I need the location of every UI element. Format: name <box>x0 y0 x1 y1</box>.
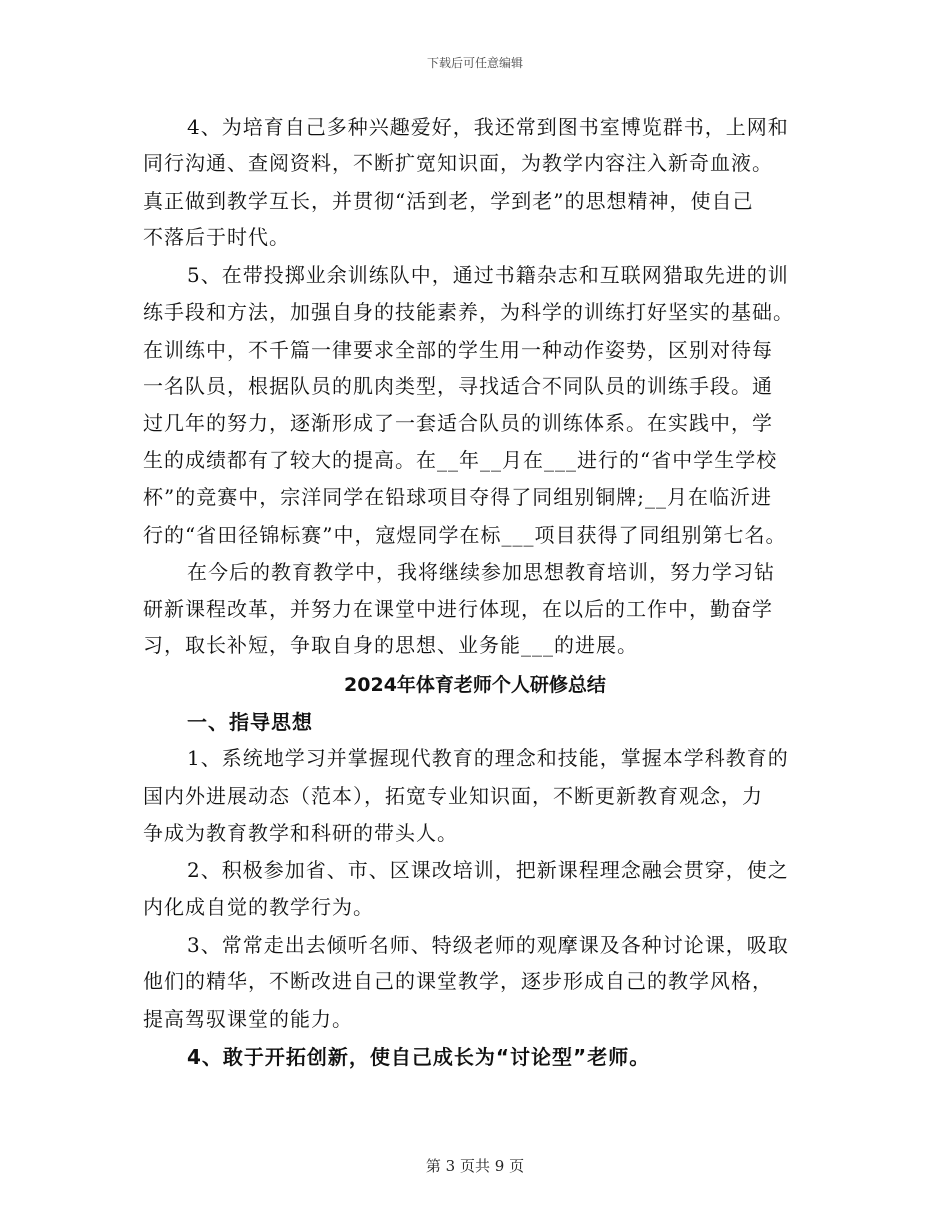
paragraph-line: 生的成绩都有了较大的提高。在__年__月在___进行的“省中学生学校 <box>143 448 778 472</box>
paragraph-line: 3、常常走出去倾听名师、特级老师的观摩课及各种讨论课，吸取 <box>187 933 789 957</box>
paragraph-line: 杯”的竞赛中，宗洋同学在铅球项目夺得了同组别铜牌;__月在临沂进 <box>143 485 772 509</box>
paragraph-line: 4、为培育自己多种兴趣爱好，我还常到图书室博览群书，上网和 <box>187 115 789 139</box>
page-header: 下载后可任意编辑 <box>426 56 523 70</box>
paragraph-line: 练手段和方法，加强自身的技能素养，为科学的训练打好坚实的基础。 <box>143 300 794 324</box>
section-title: 2024年体育老师个人研修总结 <box>344 674 606 696</box>
paragraph-line: 他们的精华，不断改进自己的课堂教学，逐步形成自己的教学风格， <box>143 969 773 993</box>
paragraph-line: 1、系统地学习并掌握现代教育的理念和技能，掌握本学科教育的 <box>187 746 789 770</box>
paragraph-line: 过几年的努力，逐渐形成了一套适合队员的训练体系。在实践中，学 <box>143 411 773 435</box>
paragraph-line: 研新课程改革，并努力在课堂中进行体现，在以后的工作中，勤奋学 <box>143 597 773 621</box>
paragraph-line: 行的“省田径锦标赛”中，寇煜同学在标___项目获得了同组别第七名。 <box>143 523 787 547</box>
paragraph-line: 同行沟通、查阅资料，不断扩宽知识面，为教学内容注入新奇血液。 <box>143 151 773 175</box>
paragraph-line: 在今后的教育教学中，我将继续参加思想教育培训，努力学习钻 <box>187 560 775 584</box>
paragraph-line: 内化成自觉的教学行为。 <box>143 895 374 919</box>
paragraph-line: 习，取长补短，争取自身的思想、业务能___的进展。 <box>143 633 638 657</box>
paragraph-line: 提高驾驭课堂的能力。 <box>143 1007 353 1031</box>
heading-innovation: 4、敢于开拓创新，使自己成长为“讨论型”老师。 <box>187 1045 651 1069</box>
paragraph-line: 不落后于时代。 <box>143 225 290 249</box>
page-footer: 第 3 页共 9 页 <box>425 1157 525 1175</box>
paragraph-line: 真正做到教学互长，并贯彻“活到老，学到老”的思想精神，使自己 <box>143 189 754 213</box>
paragraph-line: 在训练中，不千篇一律要求全部的学生用一种动作姿势，区别对待每 <box>143 338 773 362</box>
paragraph-line: 国内外进展动态（范本），拓宽专业知识面，不断更新教育观念，力 <box>143 784 763 808</box>
paragraph-line: 一名队员，根据队员的肌肉类型，寻找适合不同队员的训练手段。通 <box>143 374 773 398</box>
heading-guiding-thought: 一、指导思想 <box>187 710 313 734</box>
paragraph-line: 5、在带投掷业余训练队中，通过书籍杂志和互联网猎取先进的训 <box>187 263 789 287</box>
paragraph-line: 2、积极参加省、市、区课改培训，把新课程理念融会贯穿，使之 <box>187 858 789 882</box>
paragraph-line: 争成为教育教学和科研的带头人。 <box>143 821 458 845</box>
